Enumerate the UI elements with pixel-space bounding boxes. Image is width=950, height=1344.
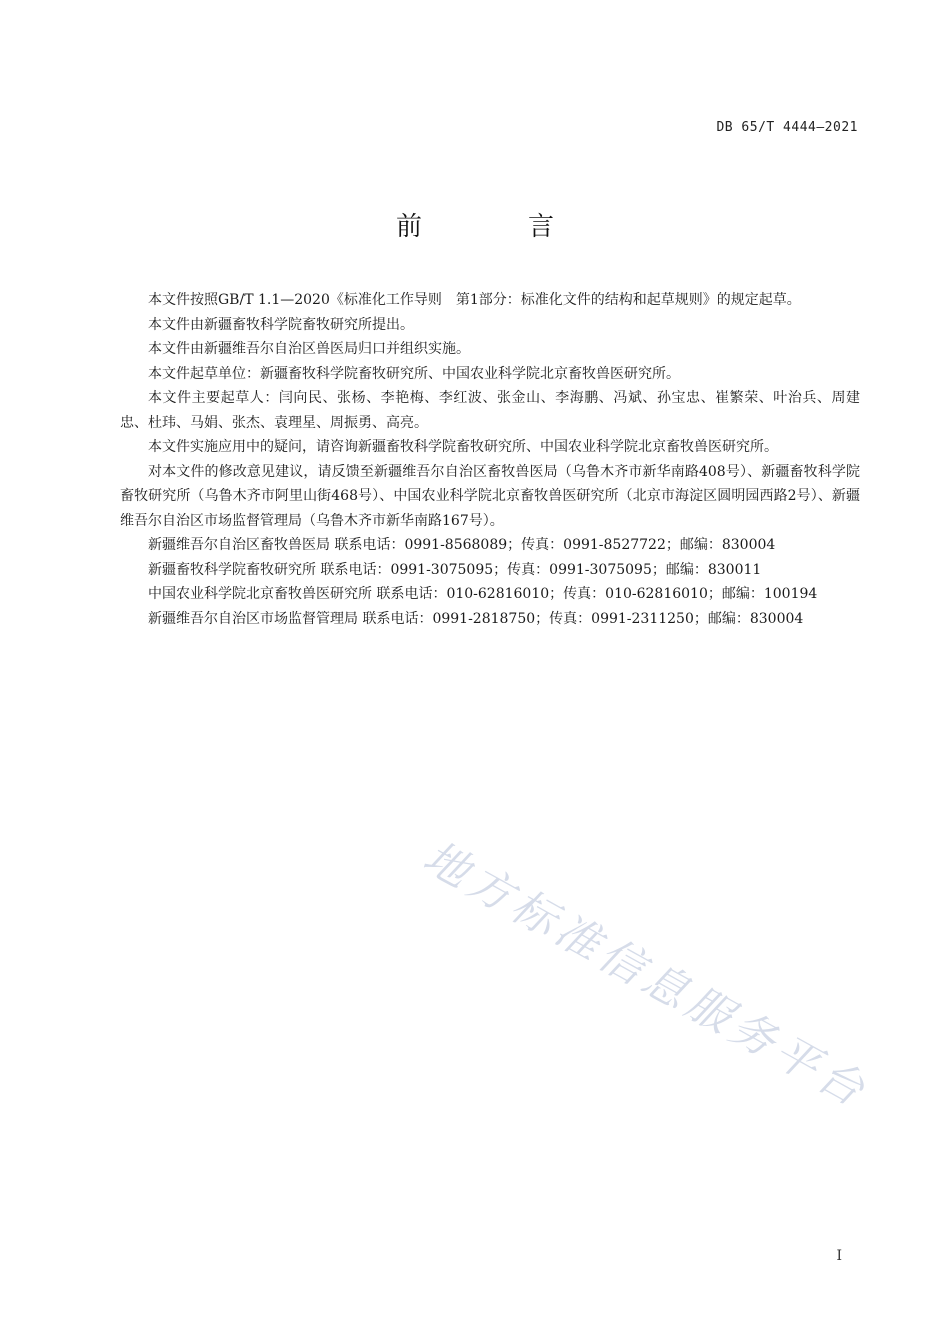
watermark: 地方标准信息服务平台 bbox=[414, 831, 877, 1119]
paragraph-feedback: 对本文件的修改意见建议，请反馈至新疆维吾尔自治区畜牧兽医局（乌鲁木齐市新华南路408号）、新疆畜牧科学院畜牧研究所（乌鲁木齐市阿里山街468号）、中国农业科学院北京畜牧兽医研究所（北京市海淀区圆明园西路2号）、新疆维吾尔自治区市场监督管理局（乌鲁木齐市新华南路167号）。 bbox=[120, 463, 860, 529]
document-body bbox=[120, 288, 860, 631]
contact-line: 新疆畜牧科学院畜牧研究所 联系电话：0991-3075095；传真：0991-3075095；邮编：830011 bbox=[148, 561, 762, 578]
paragraph-drafting-units: 本文件起草单位：新疆畜牧科学院畜牧研究所、中国农业科学院北京畜牧兽医研究所。 bbox=[148, 365, 680, 382]
paragraph-administrator: 本文件由新疆维吾尔自治区兽医局归口并组织实施。 bbox=[148, 341, 470, 357]
page-title: 前 言 bbox=[395, 212, 594, 242]
document-code: DB 65/T 4444—2021 bbox=[716, 120, 858, 135]
paragraph-drafters: 本文件主要起草人：闫向民、张杨、李艳梅、李红波、张金山、李海鹏、冯斌、孙宝忠、崔繁荣、叶治兵、周建忠、杜玮、马娟、张杰、袁理星、周振勇、高亮。 bbox=[120, 390, 860, 431]
paragraph-proposer: 本文件由新疆畜牧科学院畜牧研究所提出。 bbox=[148, 316, 414, 333]
contact-line: 中国农业科学院北京畜牧兽医研究所 联系电话：010-62816010；传真：010-62816010；邮编：100194 bbox=[148, 586, 818, 602]
contact-line: 新疆维吾尔自治区市场监督管理局 联系电话：0991-2818750；传真：0991-2311250；邮编：830004 bbox=[148, 610, 804, 627]
paragraph-drafting-rules: 本文件按照GB/T 1.1—2020《标准化工作导则 第1部分：标准化文件的结构和起草规则》的规定起草。 bbox=[148, 292, 801, 308]
contact-line: 新疆维吾尔自治区畜牧兽医局 联系电话：0991-8568089；传真：0991-8527722；邮编：830004 bbox=[148, 537, 776, 553]
page-number: I bbox=[836, 1248, 842, 1264]
paragraph-inquiries: 本文件实施应用中的疑问，请咨询新疆畜牧科学院畜牧研究所、中国农业科学院北京畜牧兽医研究所。 bbox=[148, 439, 778, 455]
